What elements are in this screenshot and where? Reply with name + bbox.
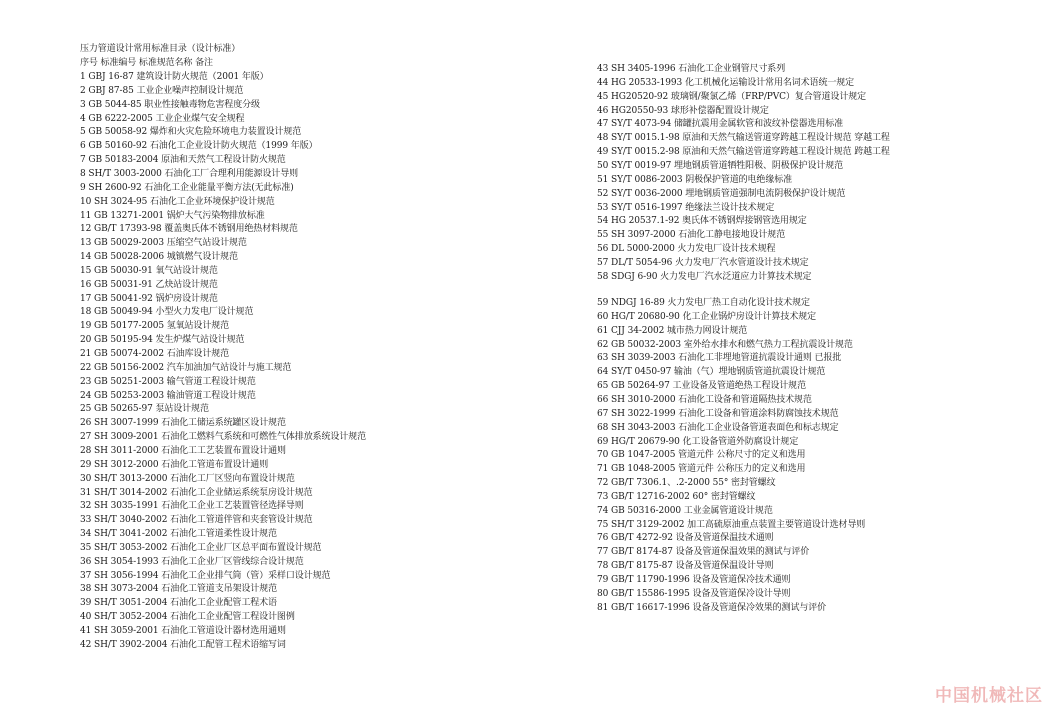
list-item: 3 GB 5044-85 职业性接触毒物危害程度分级	[80, 99, 260, 110]
list-item: 6 GB 50160-92 石油化工企业设计防火规范（1999 年版）	[80, 141, 318, 152]
list-item: 60 HG/T 20680-90 化工企业锅炉房设计计算技术规定	[597, 311, 817, 322]
list-item: 9 SH 2600-92 石油化工企业能量平衡方法(无此标准)	[80, 182, 294, 193]
list-item: 44 HG 20533-1993 化工机械化运输设计常用名词术语统一规定	[597, 77, 855, 88]
list-item: 47 SY/T 4073-94 储罐抗震用金属软管和波纹补偿器选用标准	[597, 119, 844, 130]
list-item: 58 SDGJ 6-90 火力发电厂汽水泛道应力计算技术规定	[597, 271, 812, 282]
list-item: 57 DL/T 5054-96 火力发电厂汽水管道设计技术规定	[597, 257, 809, 268]
list-item: 14 GB 50028-2006 城镇燃气设计规范	[80, 252, 238, 263]
list-item: 66 SH 3010-2000 石油化工设备和管道隔热技术规范	[597, 394, 812, 405]
list-item: 32 SH 3035-1991 石油化工企业工艺装置管径选择导则	[80, 501, 304, 512]
list-item: 35 SH/T 3053-2002 石油化工企业厂区总平面布置设计规范	[80, 542, 322, 553]
list-item: 22 GB 50156-2002 汽车加油加气站设计与施工规范	[80, 362, 292, 373]
list-item: 80 GB/T 15586-1995 设备及管道保冷设计导则	[597, 588, 791, 599]
list-item: 41 SH 3059-2001 石油化工管道设计器材选用通则	[80, 626, 286, 636]
list-item: 46 HG20550-93 球形补偿器配置设计规定	[597, 105, 769, 116]
list-item: 40 SH/T 3052-2004 石油化工企业配管工程设计图例	[80, 612, 295, 623]
list-item: 33 SH/T 3040-2002 石油化工管道伴管和夹套管设计规范	[80, 515, 313, 526]
list-item: 50 SY/T 0019-97 埋地钢质管道牺牲阳极、阴极保护设计规范	[597, 160, 844, 171]
list-item: 21 GB 50074-2002 石油库设计规范	[80, 349, 230, 359]
list-item: 1 GBJ 16-87 建筑设计防火规范（2001 年版）	[80, 72, 269, 82]
list-item: 19 GB 50177-2005 氢氧站设计规范	[80, 321, 230, 332]
list-item: 11 GB 13271-2001 锅炉大气污染物排放标准	[80, 210, 265, 221]
list-item: 52 SY/T 0036-2000 埋地钢质管道强制电流阴极保护设计规范	[597, 188, 846, 199]
document-title: 压力管道设计常用标准目录（设计标准）	[80, 44, 241, 54]
list-item: 77 GB/T 8174-87 设备及管道保温效果的测试与评价	[597, 547, 810, 558]
list-item: 25 GB 50265-97 泵站设计规范	[80, 404, 209, 415]
list-item: 62 GB 50032-2003 室外给水排水和燃气热力工程抗震设计规范	[597, 339, 853, 350]
list-item: 16 GB 50031-91 乙炔站设计规范	[80, 279, 218, 290]
list-item: 39 SH/T 3051-2004 石油化工企业配管工程术语	[80, 598, 277, 609]
list-item: 30 SH/T 3013-2000 石油化工厂区竖向布置设计规范	[80, 473, 295, 484]
list-item: 59 NDGJ 16-89 火力发电厂热工自动化设计技术规定	[597, 298, 810, 308]
list-item: 34 SH/T 3041-2002 石油化工管道柔性设计规范	[80, 529, 277, 540]
list-item: 68 SH 3043-2003 石油化工企业设备管道表面色和标志规定	[597, 422, 839, 433]
list-item: 17 GB 50041-92 锅炉房设计规范	[80, 293, 218, 304]
list-item: 81 GB/T 16617-1996 设备及管道保冷效果的测试与评价	[597, 602, 827, 613]
list-item: 8 SH/T 3003-2000 石油化工厂合理利用能源设计导则	[80, 168, 299, 179]
list-item: 2 GBJ 87-85 工业企业噪声控制设计规范	[80, 85, 244, 96]
list-item: 23 GB 50251-2003 输气管道工程设计规范	[80, 376, 256, 387]
list-item: 53 SY/T 0516-1997 绝缘法兰设计技术规定	[597, 202, 775, 213]
list-item: 55 SH 3097-2000 石油化工静电接地设计规范	[597, 230, 786, 241]
list-item: 73 GB/T 12716-2002 60° 密封管螺纹	[597, 491, 756, 502]
list-item: 54 HG 20537.1-92 奥氏体不锈钢焊接钢管选用规定	[597, 216, 807, 227]
list-item: 15 GB 50030-91 氧气站设计规范	[80, 265, 218, 276]
list-item: 13 GB 50029-2003 压缩空气站设计规范	[80, 238, 247, 249]
list-item: 24 GB 50253-2003 输油管道工程设计规范	[80, 390, 256, 401]
list-item: 78 GB/T 8175-87 设备及管道保温设计导则	[597, 561, 774, 572]
list-item: 72 GB/T 7306.1、.2-2000 55° 密封管螺纹	[597, 478, 776, 489]
list-item: 36 SH 3054-1993 石油化工企业厂区管线综合设计规范	[80, 556, 304, 567]
list-item: 37 SH 3056-1994 石油化工企业排气筒（管）采样口设计规范	[80, 570, 331, 581]
list-item: 28 SH 3011-2000 石油化工工艺装置布置设计通则	[80, 445, 286, 456]
list-item: 20 GB 50195-94 发生炉煤气站设计规范	[80, 335, 245, 346]
list-item: 12 GB/T 17393-98 覆盖奥氏体不锈钢用绝热材料规范	[80, 224, 298, 235]
list-item: 27 SH 3009-2001 石油化工燃料气系统和可燃性气体排放系统设计规范	[80, 432, 367, 443]
list-item: 45 HG20520-92 玻璃钢/聚氯乙烯（FRP/PVC）复合管道设计规定	[597, 91, 867, 102]
watermark: 中国机械社区	[935, 686, 1043, 706]
list-item: 4 GB 6222-2005 工业企业煤气安全规程	[80, 113, 245, 124]
list-item: 5 GB 50058-92 爆炸和火灾危险环境电力装置设计规范	[80, 127, 302, 138]
list-item: 75 SH/T 3129-2002 加工高硫原油重点装置主要管道设计选材导则	[597, 519, 866, 530]
list-item: 48 SY/T 0015.1-98 原油和天然气输送管道穿跨越工程设计规范 穿越工程	[597, 133, 890, 144]
list-item: 43 SH 3405-1996 石油化工企业钢管尺寸系列	[597, 64, 786, 74]
list-item: 70 GB 1047-2005 管道元件 公称尺寸的定义和选用	[597, 450, 806, 461]
list-item: 18 GB 50049-94 小型火力发电厂设计规范	[80, 307, 254, 318]
list-item: 63 SH 3039-2003 石油化工非埋地管道抗震设计通则 已报批	[597, 353, 842, 364]
list-item: 79 GB/T 11790-1996 设备及管道保冷技术通则	[597, 575, 791, 585]
list-item: 42 SH/T 3902-2004 石油化工配管工程术语缩写词	[80, 639, 286, 650]
list-item: 7 GB 50183-2004 原油和天然气工程设计防火规范	[80, 155, 286, 166]
list-item: 69 HG/T 20679-90 化工设备管道外防腐设计规定	[597, 436, 799, 447]
list-item: 29 SH 3012-2000 石油化工管道布置设计通则	[80, 459, 269, 470]
list-item: 38 SH 3073-2004 石油化工管道支吊架设计规范	[80, 584, 277, 595]
list-item: 56 DL 5000-2000 火力发电厂设计技术规程	[597, 244, 776, 255]
list-item: 26 SH 3007-1999 石油化工储运系统罐区设计规范	[80, 418, 286, 429]
list-item: 31 SH/T 3014-2002 石油化工企业储运系统泵房设计规范	[80, 487, 313, 498]
table-header: 序号 标准编号 标准规范名称 备注	[80, 58, 213, 68]
list-item: 49 SY/T 0015.2-98 原油和天然气输送管道穿跨越工程设计规范 跨越工程	[597, 147, 890, 158]
list-item: 51 SY/T 0086-2003 阴极保护管道的电绝缘标准	[597, 174, 793, 185]
list-item: 76 GB/T 4272-92 设备及管道保温技术通则	[597, 533, 774, 544]
list-item: 67 SH 3022-1999 石油化工设备和管道涂料防腐蚀技术规范	[597, 408, 839, 419]
list-item: 71 GB 1048-2005 管道元件 公称压力的定义和选用	[597, 464, 806, 475]
list-item: 65 GB 50264-97 工业设备及管道绝热工程设计规范	[597, 381, 806, 392]
list-item: 61 CJJ 34-2002 城市热力网设计规范	[597, 325, 748, 336]
list-item: 64 SY/T 0450-97 输油（气）埋地钢质管道抗震设计规范	[597, 367, 826, 378]
list-item: 10 SH 3024-95 石油化工企业环境保护设计规范	[80, 196, 275, 207]
list-item: 74 GB 50316-2000 工业金属管道设计规范	[597, 505, 773, 516]
